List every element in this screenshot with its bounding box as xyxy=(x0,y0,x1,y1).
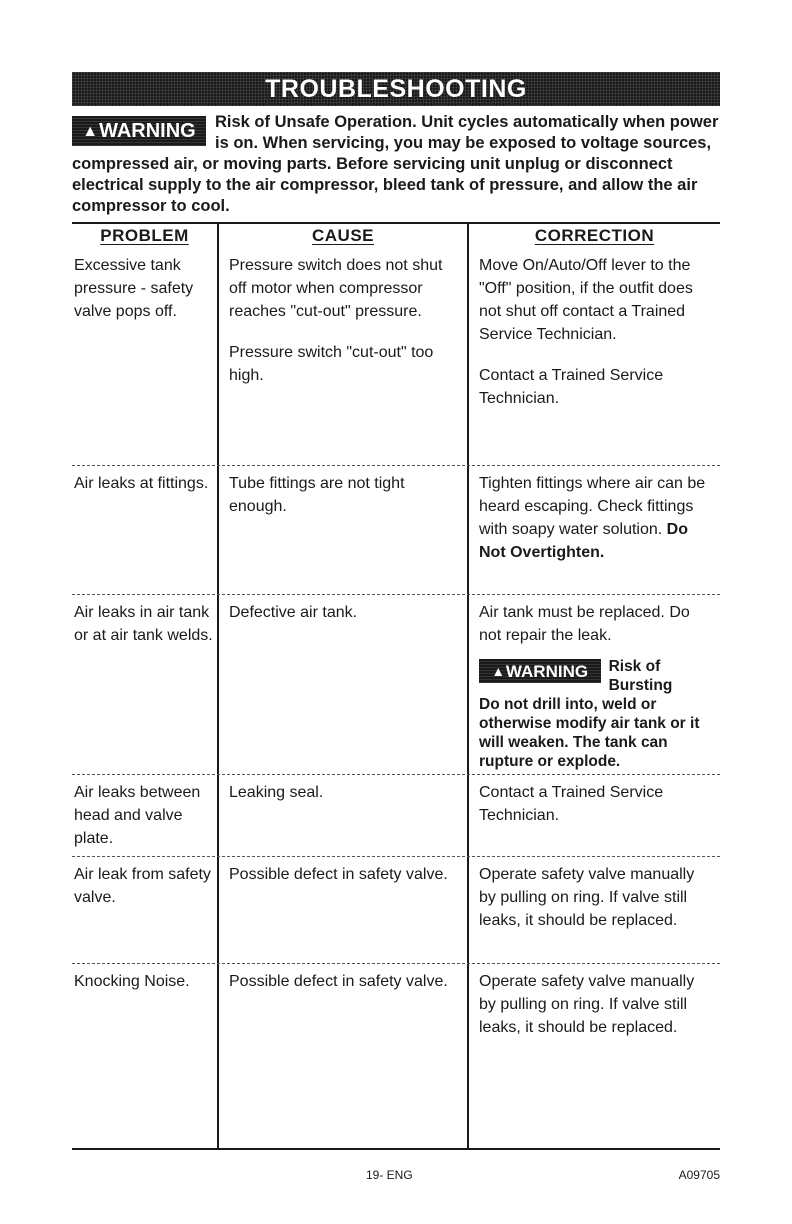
header-correction: CORRECTION xyxy=(467,224,720,248)
cause-text: Possible defect in safety valve. xyxy=(229,866,448,883)
correction-text: Contact a Trained Service Technician. xyxy=(479,784,664,824)
top-warning-text: Risk of Unsafe Operation. Unit cycles automatically when power is on. When servicing, you may be exposed to voltage sources, compressed air, or moving parts. Before servicing unit unplug or disconnect electrical supply to the air compressor, bleed tank of pressure, and allow the air compressor to cool. xyxy=(72,113,719,215)
document-code: A09705 xyxy=(678,1168,720,1182)
correction-text: Move On/Auto/Off lever to the "Off" position, if the outfit does not shut off contact a Trained Service Technician. xyxy=(479,257,693,343)
title-banner xyxy=(72,72,720,106)
warning-text: Do not drill into, weld or otherwise modify air tank or it will weaken. The tank can rupture or explode. xyxy=(479,696,700,770)
top-warning xyxy=(72,112,720,217)
cause-text: Defective air tank. xyxy=(229,604,358,621)
cause-text: Pressure switch "cut-out" too high. xyxy=(229,344,434,384)
problem-text: Air leaks at fittings. xyxy=(74,475,209,492)
cause-text: Leaking seal. xyxy=(229,784,324,801)
table-row xyxy=(72,466,720,595)
problem-text: Air leaks between head and valve plate. xyxy=(74,784,201,847)
correction-emphasis: Do Not Overtighten. xyxy=(479,521,688,561)
warning-badge: ▲ WARNING xyxy=(479,659,601,683)
warning-triangle-icon: ▲ xyxy=(491,663,505,679)
warning-triangle-icon: ▲ xyxy=(82,122,99,140)
table-row xyxy=(72,857,720,964)
problem-text: Knocking Noise. xyxy=(74,973,190,990)
correction-text: Contact a Trained Service Technician. xyxy=(479,367,664,407)
page-number: 19- ENG xyxy=(366,1168,413,1182)
cause-text: Pressure switch does not shut off motor when compressor reaches "cut-out" pressure. xyxy=(229,257,443,320)
header-problem: PROBLEM xyxy=(100,226,189,245)
bursting-warning xyxy=(479,657,714,771)
table-header xyxy=(72,222,720,248)
correction-text: Operate safety valve manually by pulling on ring. If valve still leaks, it should be replaced. xyxy=(479,866,695,929)
page-title: TROUBLESHOOTING xyxy=(265,74,527,103)
problem-text: Excessive tank pressure - safety valve pops off. xyxy=(74,257,194,320)
cause-text: Tube fittings are not tight enough. xyxy=(229,475,405,515)
table-row xyxy=(72,595,720,775)
problem-text: Air leak from safety valve. xyxy=(74,866,211,906)
table-row xyxy=(72,964,720,1150)
correction-text: Air tank must be replaced. Do not repair the leak. xyxy=(479,604,690,644)
table-row xyxy=(72,775,720,857)
cause-text: Possible defect in safety valve. xyxy=(229,973,448,990)
problem-text: Air leaks in air tank or at air tank welds. xyxy=(74,604,213,644)
correction-text: Tighten fittings where air can be heard escaping. Check fittings with soapy water solution. xyxy=(479,475,706,538)
troubleshooting-table xyxy=(72,222,720,1150)
header-cause: CAUSE xyxy=(217,224,467,248)
correction-text: Operate safety valve manually by pulling on ring. If valve still leaks, it should be replaced. xyxy=(479,973,695,1036)
table-row xyxy=(72,248,720,466)
warning-title: Risk of Bursting xyxy=(608,658,673,694)
warning-badge: ▲ WARNING xyxy=(72,116,206,146)
